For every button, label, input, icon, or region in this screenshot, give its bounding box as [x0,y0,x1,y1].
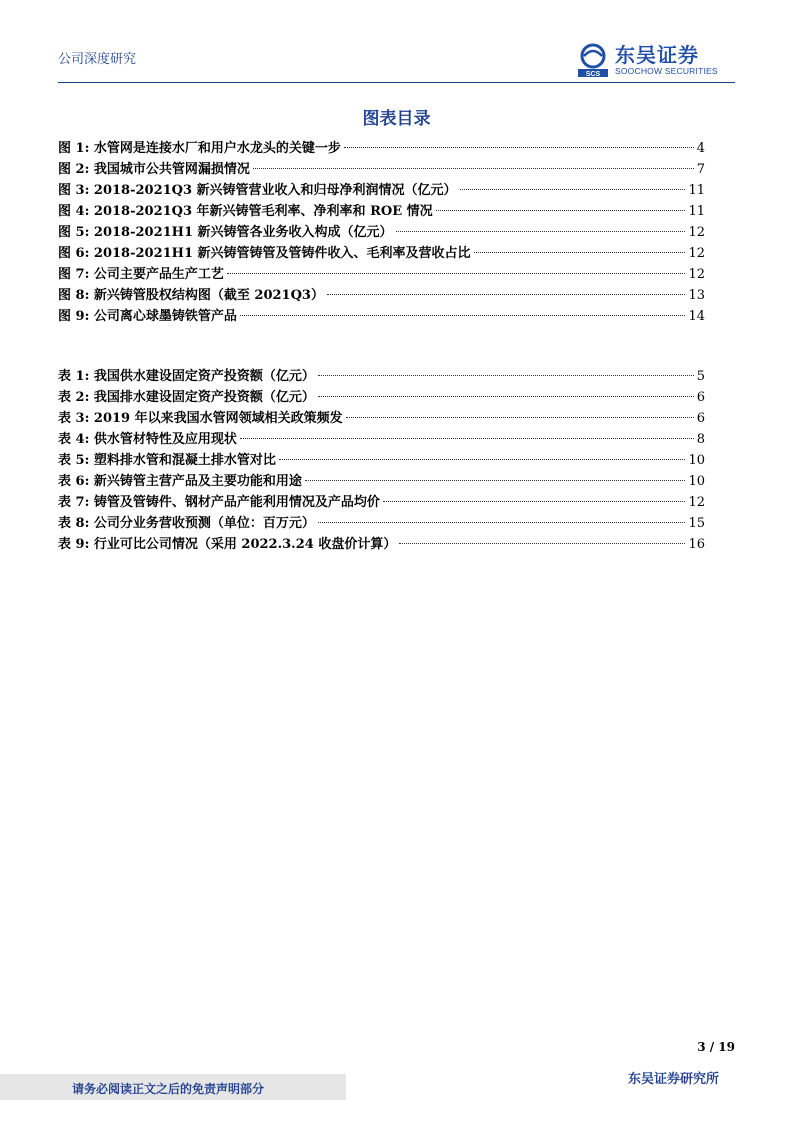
leader-dots [240,438,694,439]
toc-page: 8 [696,432,705,447]
toc-page: 12 [688,225,705,240]
toc-entry-figure-6[interactable] [58,243,705,264]
toc-entry-figure-3[interactable] [58,180,705,201]
leader-dots [305,480,686,481]
toc-page: 11 [688,183,705,198]
toc-entry-table-6[interactable] [58,471,705,492]
leader-dots [474,252,686,253]
leader-dots [279,459,686,460]
soochow-logo-icon [575,42,611,78]
toc-entry-figure-7[interactable] [58,264,705,285]
logo-mark-text: SCS [585,71,601,78]
toc-entry-table-2[interactable] [58,387,705,408]
leader-dots [436,210,686,211]
toc-entry-figure-9[interactable] [58,306,705,327]
toc-label: 表 7: 铸管及管铸件、钢材产品产能利用情况及产品均价 [58,495,380,510]
leader-dots [346,417,694,418]
leader-dots [399,543,685,544]
toc-page: 15 [688,516,705,531]
logo-english-name: SOOCHOW SECURITIES [615,66,718,76]
toc-entry-figure-5[interactable] [58,222,705,243]
toc-page: 12 [688,246,705,261]
footer-institute: 东吴证券研究所 [627,1072,719,1087]
toc-page: 10 [688,474,705,489]
leader-dots [253,168,694,169]
toc-page: 16 [688,537,705,552]
toc-entry-figure-1[interactable] [58,138,705,159]
toc-label: 表 9: 行业可比公司情况（采用 2022.3.24 收盘价计算） [58,537,397,552]
toc-label: 表 2: 我国排水建设固定资产投资额（亿元） [58,390,315,405]
toc-page: 12 [688,495,705,510]
leader-dots [318,396,694,397]
toc-page: 6 [696,390,705,405]
toc-label: 表 8: 公司分业务营收预测（单位：百万元） [58,516,315,531]
toc-page: 13 [688,288,705,303]
leader-dots [383,501,686,502]
toc-page: 10 [688,453,705,468]
header-divider [58,82,735,83]
leader-dots [318,375,694,376]
page-number: 3 / 19 [697,1040,735,1054]
leader-dots [227,273,686,274]
toc-entry-table-3[interactable] [58,408,705,429]
toc-label: 表 5: 塑料排水管和混凝土排水管对比 [58,453,276,468]
toc-label: 图 4: 2018-2021Q3 年新兴铸管毛利率、净利率和 ROE 情况 [58,204,433,219]
report-type-label: 公司深度研究 [58,52,137,67]
toc-label: 图 6: 2018-2021H1 新兴铸管铸管及管铸件收入、毛利率及营收占比 [58,246,471,261]
toc-entry-figure-2[interactable] [58,159,705,180]
toc-entry-figure-4[interactable] [58,201,705,222]
toc-page: 14 [688,309,705,324]
toc-label: 表 3: 2019 年以来我国水管网领域相关政策频发 [58,411,343,426]
toc-label: 图 2: 我国城市公共管网漏损情况 [58,162,250,177]
page-title: 图表目录 [362,109,431,129]
footer-disclaimer: 请务必阅读正文之后的免责声明部分 [72,1082,265,1096]
toc-label: 图 5: 2018-2021H1 新兴铸管各业务收入构成（亿元） [58,225,393,240]
toc-label: 图 9: 公司离心球墨铸铁管产品 [58,309,237,324]
figure-list [58,138,705,327]
toc-entry-table-5[interactable] [58,450,705,471]
leader-dots [327,294,685,295]
leader-dots [460,189,686,190]
toc-entry-table-9[interactable] [58,534,705,555]
toc-page: 5 [696,369,705,384]
toc-label: 图 8: 新兴铸管股权结构图（截至 2021Q3） [58,288,324,303]
toc-entry-figure-8[interactable] [58,285,705,306]
toc-page: 7 [696,162,705,177]
leader-dots [318,522,686,523]
leader-dots [240,315,686,316]
company-logo [575,40,735,80]
toc-entry-table-7[interactable] [58,492,705,513]
toc-page: 12 [688,267,705,282]
leader-dots [396,231,686,232]
toc-page: 11 [688,204,705,219]
toc-entry-table-1[interactable] [58,366,705,387]
logo-chinese-name: 东吴证券 [615,43,699,67]
toc-label: 表 1: 我国供水建设固定资产投资额（亿元） [58,369,315,384]
toc-label: 表 6: 新兴铸管主营产品及主要功能和用途 [58,474,302,489]
toc-entry-table-4[interactable] [58,429,705,450]
toc-label: 图 1: 水管网是连接水厂和用户水龙头的关键一步 [58,141,341,156]
toc-page: 4 [696,141,705,156]
table-list [58,366,705,555]
toc-page: 6 [696,411,705,426]
toc-label: 图 7: 公司主要产品生产工艺 [58,267,224,282]
leader-dots [344,147,694,148]
toc-label: 图 3: 2018-2021Q3 新兴铸管营业收入和归母净利润情况（亿元） [58,183,457,198]
toc-entry-table-8[interactable] [58,513,705,534]
toc-label: 表 4: 供水管材特性及应用现状 [58,432,237,447]
